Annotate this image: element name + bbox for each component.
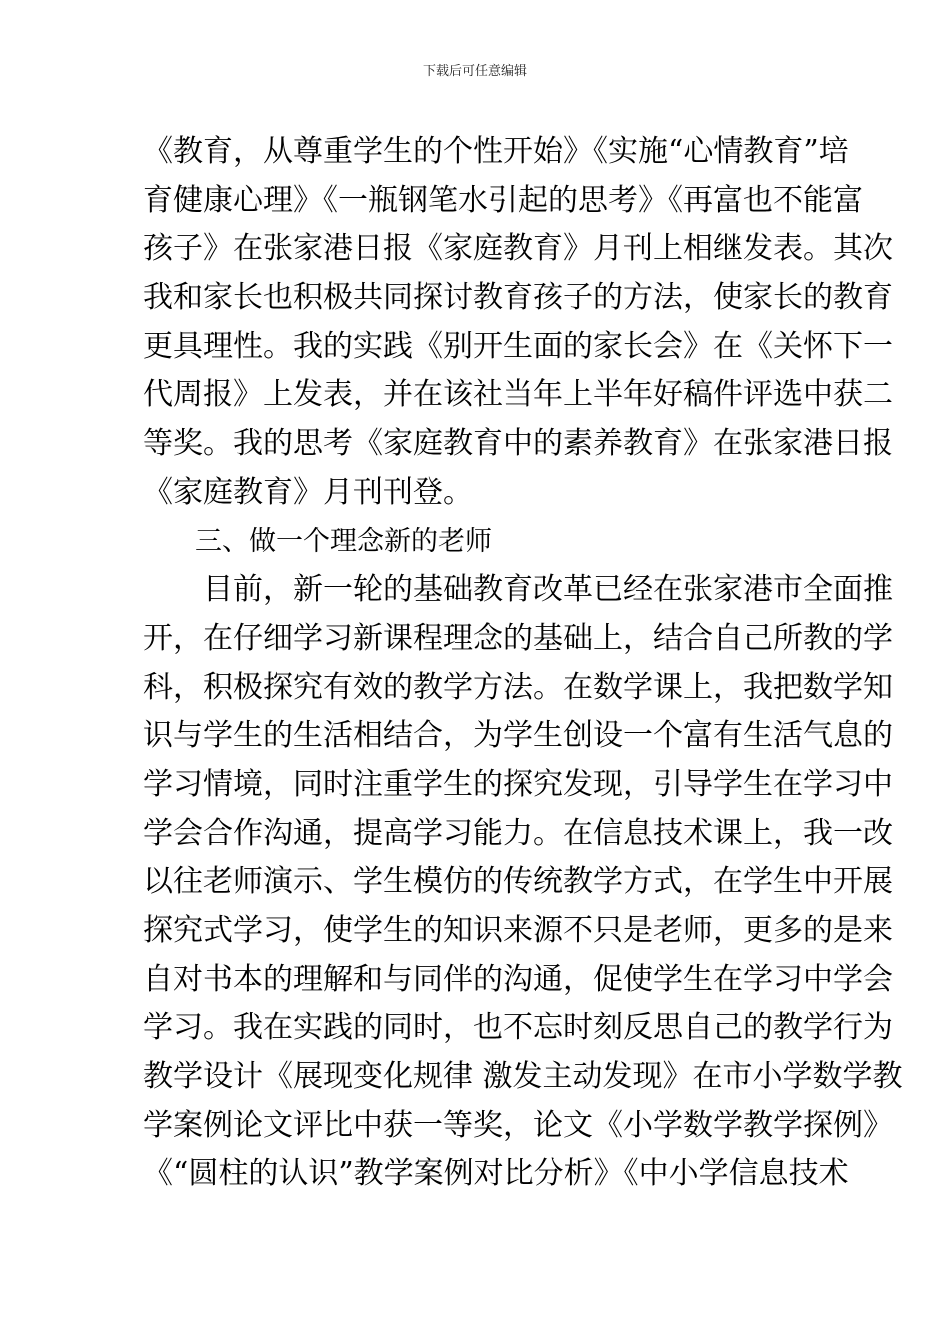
page-header: 下载后可任意编辑: [422, 64, 527, 79]
text-line: 学习情境，同时注重学生的探究发现，引导学生在学习中: [143, 766, 893, 802]
text-line: 孩子》在张家港日报《家庭教育》月刊上相继发表。其次: [143, 231, 893, 267]
text-line: 学案例论文评比中获一等奖，论文《小学数学教学探例》: [143, 1107, 893, 1143]
text-line: 开，在仔细学习新课程理念的基础上，结合自己所教的学: [143, 620, 893, 656]
text-line: 代周报》上发表，并在该社当年上半年好稿件评选中获二: [143, 377, 893, 413]
text-line: 《教育，从尊重学生的个性开始》《实施“心情教育”培: [143, 134, 849, 169]
text-line: 科，积极探究有效的教学方法。在数学课上，我把数学知: [143, 669, 893, 705]
text-line: 自对书本的理解和与同伴的沟通，促使学生在学习中学会: [143, 961, 893, 997]
text-line: 学会合作沟通，提高学习能力。在信息技术课上，我一改: [143, 815, 893, 851]
text-line: 以往老师演示、学生模仿的传统教学方式，在学生中开展: [143, 864, 893, 900]
text-line: 等奖。我的思考《家庭教育中的素养教育》在张家港日报: [143, 426, 893, 462]
section-heading: 三、做一个理念新的老师: [195, 525, 492, 557]
text-line: 教学设计《展现变化规律 激发主动发现》在市小学数学教: [143, 1059, 903, 1095]
text-line: 育健康心理》《一瓶钢笔水引起的思考》《再富也不能富: [143, 182, 863, 218]
text-line: 《家庭教育》月刊刊登。: [143, 474, 473, 510]
text-line: 目前，新一轮的基础教育改革已经在张家港市全面推: [203, 572, 893, 608]
text-line: 识与学生的生活相结合，为学生创设一个富有生活气息的: [143, 718, 893, 754]
text-line: 探究式学习，使学生的知识来源不只是老师，更多的是来: [143, 913, 893, 948]
text-line: 《“圆柱的认识”教学案例对比分析》《中小学信息技术: [143, 1156, 849, 1192]
document-body: [143, 128, 903, 1199]
text-line: 学习。我在实践的同时，也不忘时刻反思自己的教学行为: [143, 1010, 893, 1046]
text-line: 更具理性。我的实践《别开生面的家长会》在《关怀下一: [143, 328, 893, 364]
text-line: 我和家长也积极共同探讨教育孩子的方法，使家长的教育: [143, 280, 893, 316]
